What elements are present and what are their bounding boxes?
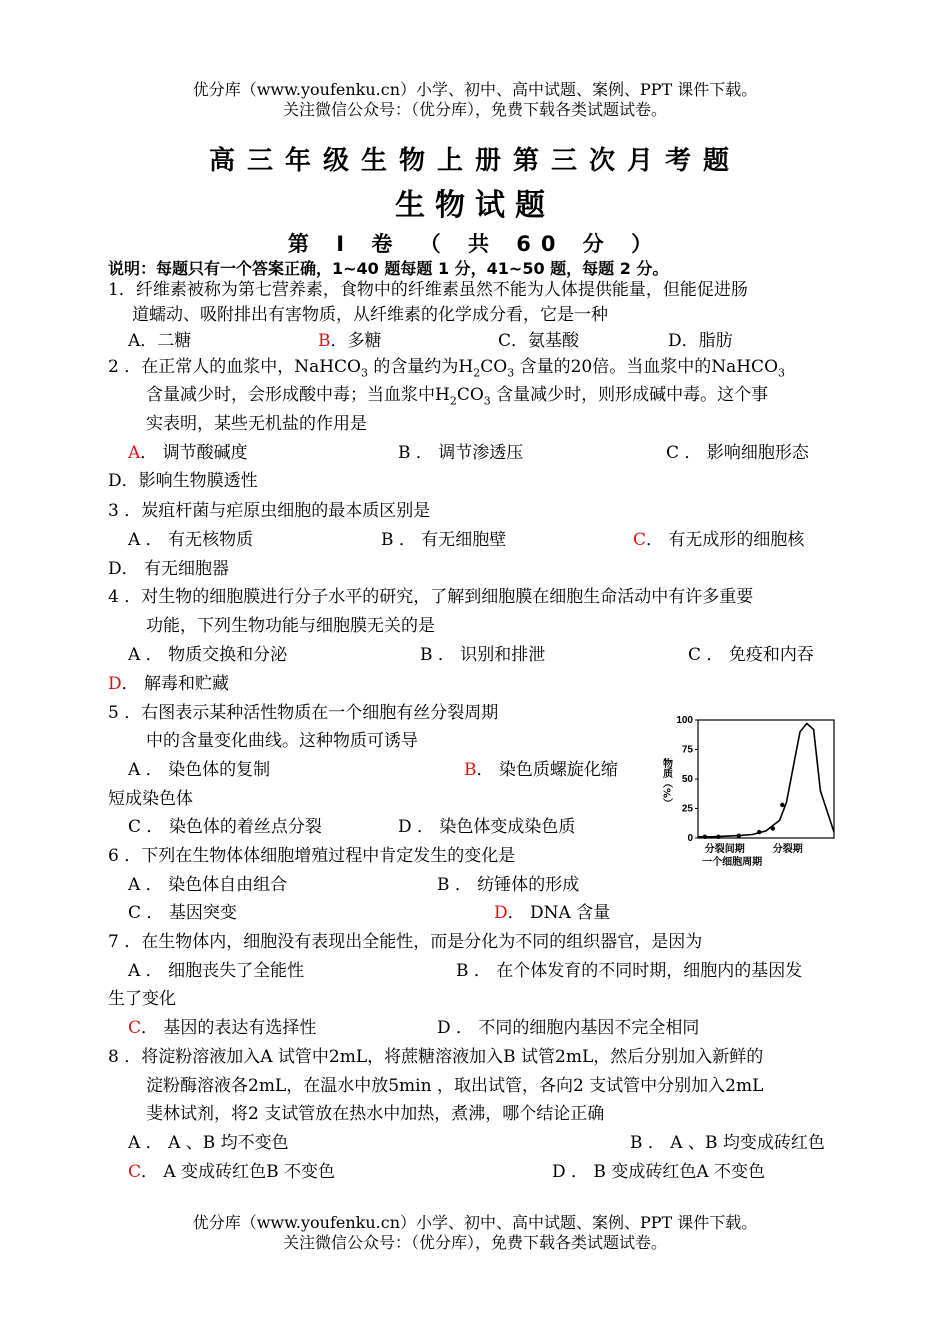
section-title: 第 Ⅰ 卷 （ 共 60 分 ） <box>287 232 663 256</box>
q8-option-c <box>128 1161 335 1183</box>
q2-text-2c: CO <box>456 385 484 405</box>
q8-answer-letter: C <box>128 1162 142 1182</box>
q2-text-1e: CO <box>480 357 508 377</box>
q7-option-d: D ． 不同的细胞内基因不完全相同 <box>437 1018 700 1038</box>
chart-data-point <box>771 826 775 830</box>
q1-answer-letter: B <box>318 331 331 351</box>
q5-option-b-text: ． 染色质螺旋化缩 <box>476 760 618 780</box>
q5-stem-line-2: 中的含量变化曲线。这种物质可诱导 <box>146 731 418 751</box>
q4-option-a: A ． 物质交换和分泌 <box>128 645 288 665</box>
q1-option-a: A．二糖 <box>128 331 192 351</box>
chart-frame <box>698 720 834 838</box>
q1-stem-line-1: 1．纤维素被称为第七营养素，食物中的纤维素虽然不能为人体提供能量，但能促进肠 <box>108 280 748 300</box>
q3-option-c-text: ． 有无成形的细胞核 <box>646 530 805 550</box>
header-line-2: 关注微信公众号：（优分库），免费下载各类试题试卷。 <box>282 100 667 119</box>
chart-data-point <box>780 803 784 807</box>
instructions-note: 说明：每题只有一个答案正确，1~40 题每题 1 分，41~50 题，每题 2 分。 <box>108 259 669 278</box>
chart-data-point <box>703 835 707 839</box>
chart-y-tick-label: 50 <box>681 774 693 785</box>
q8-option-d: D ． B 变成砖红色A 不变色 <box>552 1162 766 1182</box>
chart-y-label: 物质（%） <box>660 758 672 809</box>
q4-option-d <box>108 673 229 695</box>
q3-option-b: B ． 有无细胞壁 <box>381 530 507 550</box>
q6-option-b: B ． 纺锤体的形成 <box>437 875 580 895</box>
q4-option-c: C ． 免疫和内吞 <box>688 645 814 665</box>
q1-option-d: D．脂肪 <box>668 331 733 351</box>
chart-x-label: 一个细胞周期 <box>702 857 763 868</box>
chart-series-line <box>698 724 834 837</box>
q2-option-b: B ． 调节渗透压 <box>398 443 524 463</box>
chart-y-tick-label: 100 <box>676 715 693 726</box>
q5-option-b-cont: 短成染色体 <box>108 789 193 809</box>
q6-stem: 6 ．下列在生物体体细胞增殖过程中肯定发生的变化是 <box>108 846 516 866</box>
q2-text-1c: 的含量约为H <box>368 357 474 377</box>
q3-option-a: A ． 有无核物质 <box>128 530 254 550</box>
q7-option-c-text: ． 基因的表达有选择性 <box>141 1018 317 1038</box>
q3-option-c <box>633 529 804 551</box>
q2-text-2e: 含量减少时，则形成碱中毒。这个事 <box>490 385 769 405</box>
q3-answer-letter: C <box>633 530 647 550</box>
q2-option-c: C ． 影响细胞形态 <box>666 443 809 463</box>
q6-option-d <box>494 902 610 924</box>
chart-data-point <box>737 833 741 837</box>
chart-y-tick-label: 0 <box>687 833 693 844</box>
footer-line-2: 关注微信公众号：（优分库），免费下载各类试题试卷。 <box>282 1233 667 1252</box>
q2-sub-1d: 2 <box>473 366 481 380</box>
q6-option-a: A ． 染色体自由组合 <box>128 875 288 895</box>
q7-option-b: B ． 在个体发育的不同时期，细胞内的基因发 <box>456 961 803 981</box>
q2-stem-line-2 <box>146 384 768 412</box>
chart-data-point <box>716 835 720 839</box>
q7-option-c <box>128 1017 316 1039</box>
q6-answer-letter: D <box>494 903 508 923</box>
q1-stem-line-2: 道蠕动、吸附排出有害物质，从纤维素的化学成分看，它是一种 <box>132 305 608 325</box>
q5-stem-line-1: 5 ．右图表示某种活性物质在一个细胞有丝分裂周期 <box>108 703 499 723</box>
q6-option-d-text: ． DNA 含量 <box>507 903 611 923</box>
q2-sub-2b: 2 <box>449 394 457 408</box>
q4-option-d-text: ． 解毒和贮藏 <box>121 674 230 694</box>
q4-option-b: B ． 识别和排泄 <box>420 645 546 665</box>
q2-answer-letter: A <box>128 443 141 463</box>
q6-option-c: C ． 基因突变 <box>128 903 237 923</box>
footer-line-1: 优分库（www.youfenku.cn）小学、初中、高中试题、案例、PPT 课件下载。 <box>192 1213 758 1232</box>
chart-phase-label: 分裂间期 <box>704 844 745 855</box>
q5-option-a: A ． 染色体的复制 <box>128 760 271 780</box>
q1-option-b <box>318 330 382 352</box>
q4-stem-line-2: 功能，下列生物功能与细胞膜无关的是 <box>146 616 435 636</box>
q5-answer-letter: B <box>464 760 477 780</box>
q2-stem-line-1 <box>108 356 785 384</box>
q2-sub-2d: 3 <box>483 394 491 408</box>
q2-option-a <box>128 442 248 464</box>
q4-answer-letter: D <box>108 674 122 694</box>
chart-y-tick-label: 75 <box>681 744 693 756</box>
q2-sub-1b: 3 <box>361 366 368 380</box>
q2-text-1a: 2 ．在正常人的血浆中，NaHCO <box>108 357 361 377</box>
exam-title: 高三年级生物上册第三次月考题 <box>208 146 741 176</box>
q5-chart <box>656 708 846 876</box>
chart-data-point <box>757 830 761 834</box>
q8-stem-line-3: 斐林试剂，将2 支试管放在热水中加热，煮沸，哪个结论正确 <box>146 1104 605 1124</box>
chart-phase-label: 分裂期 <box>772 844 803 855</box>
q7-option-b-cont: 生了变化 <box>108 989 176 1009</box>
q4-stem-line-1: 4 ．对生物的细胞膜进行分子水平的研究，了解到细胞膜在细胞生命活动中有许多重要 <box>108 587 754 607</box>
q2-option-a-text: ． 调节酸碱度 <box>140 443 248 463</box>
q8-stem-line-1: 8 ．将淀粉溶液加入A 试管中2mL，将蔗糖溶液加入B 试管2mL，然后分别加入新鲜的 <box>108 1047 764 1067</box>
q5-option-b <box>464 759 618 781</box>
chart-y-tick-label: 25 <box>681 803 693 815</box>
q7-answer-letter: C <box>128 1018 142 1038</box>
q2-sub-1f: 3 <box>507 366 515 380</box>
q1-option-b-text: ．多糖 <box>330 331 382 351</box>
q8-option-c-text: ． A 变成砖红色B 不变色 <box>141 1162 335 1182</box>
q3-option-d: D． 有无细胞器 <box>108 559 230 579</box>
q3-stem: 3 ．炭疽杆菌与疟原虫细胞的最本质区别是 <box>108 501 431 521</box>
q2-text-2a: 含量减少时，会形成酸中毒；当血浆中H <box>146 385 450 405</box>
q8-option-a: A ． A 、B 均不变色 <box>128 1133 289 1153</box>
q8-option-b: B ． A 、B 均变成砖红色 <box>630 1133 825 1153</box>
q2-stem-line-3: 实表明，某些无机盐的作用是 <box>146 414 367 434</box>
q7-option-a: A ． 细胞丧失了全能性 <box>128 961 305 981</box>
q5-option-d: D ． 染色体变成染色质 <box>398 817 576 837</box>
q5-option-c: C ． 染色体的着丝点分裂 <box>128 817 322 837</box>
q8-stem-line-2: 淀粉酶溶液各2mL，在温水中放5min ，取出试管，各向2 支试管中分别加入2mL <box>146 1076 764 1096</box>
exam-subtitle: 生物试题 <box>395 188 555 223</box>
q1-option-c: C．氨基酸 <box>498 331 580 351</box>
q2-sub-1h: 3 <box>778 366 786 380</box>
header-line-1: 优分库（www.youfenku.cn）小学、初中、高中试题、案例、PPT 课件下载。 <box>192 80 758 99</box>
q2-text-1g: 含量的20倍。当血浆中的NaHCO <box>514 357 779 377</box>
q7-stem: 7 ．在生物体内，细胞没有表现出全能性，而是分化为不同的组织器官，是因为 <box>108 932 703 952</box>
q2-option-d: D．影响生物膜透性 <box>108 471 258 491</box>
